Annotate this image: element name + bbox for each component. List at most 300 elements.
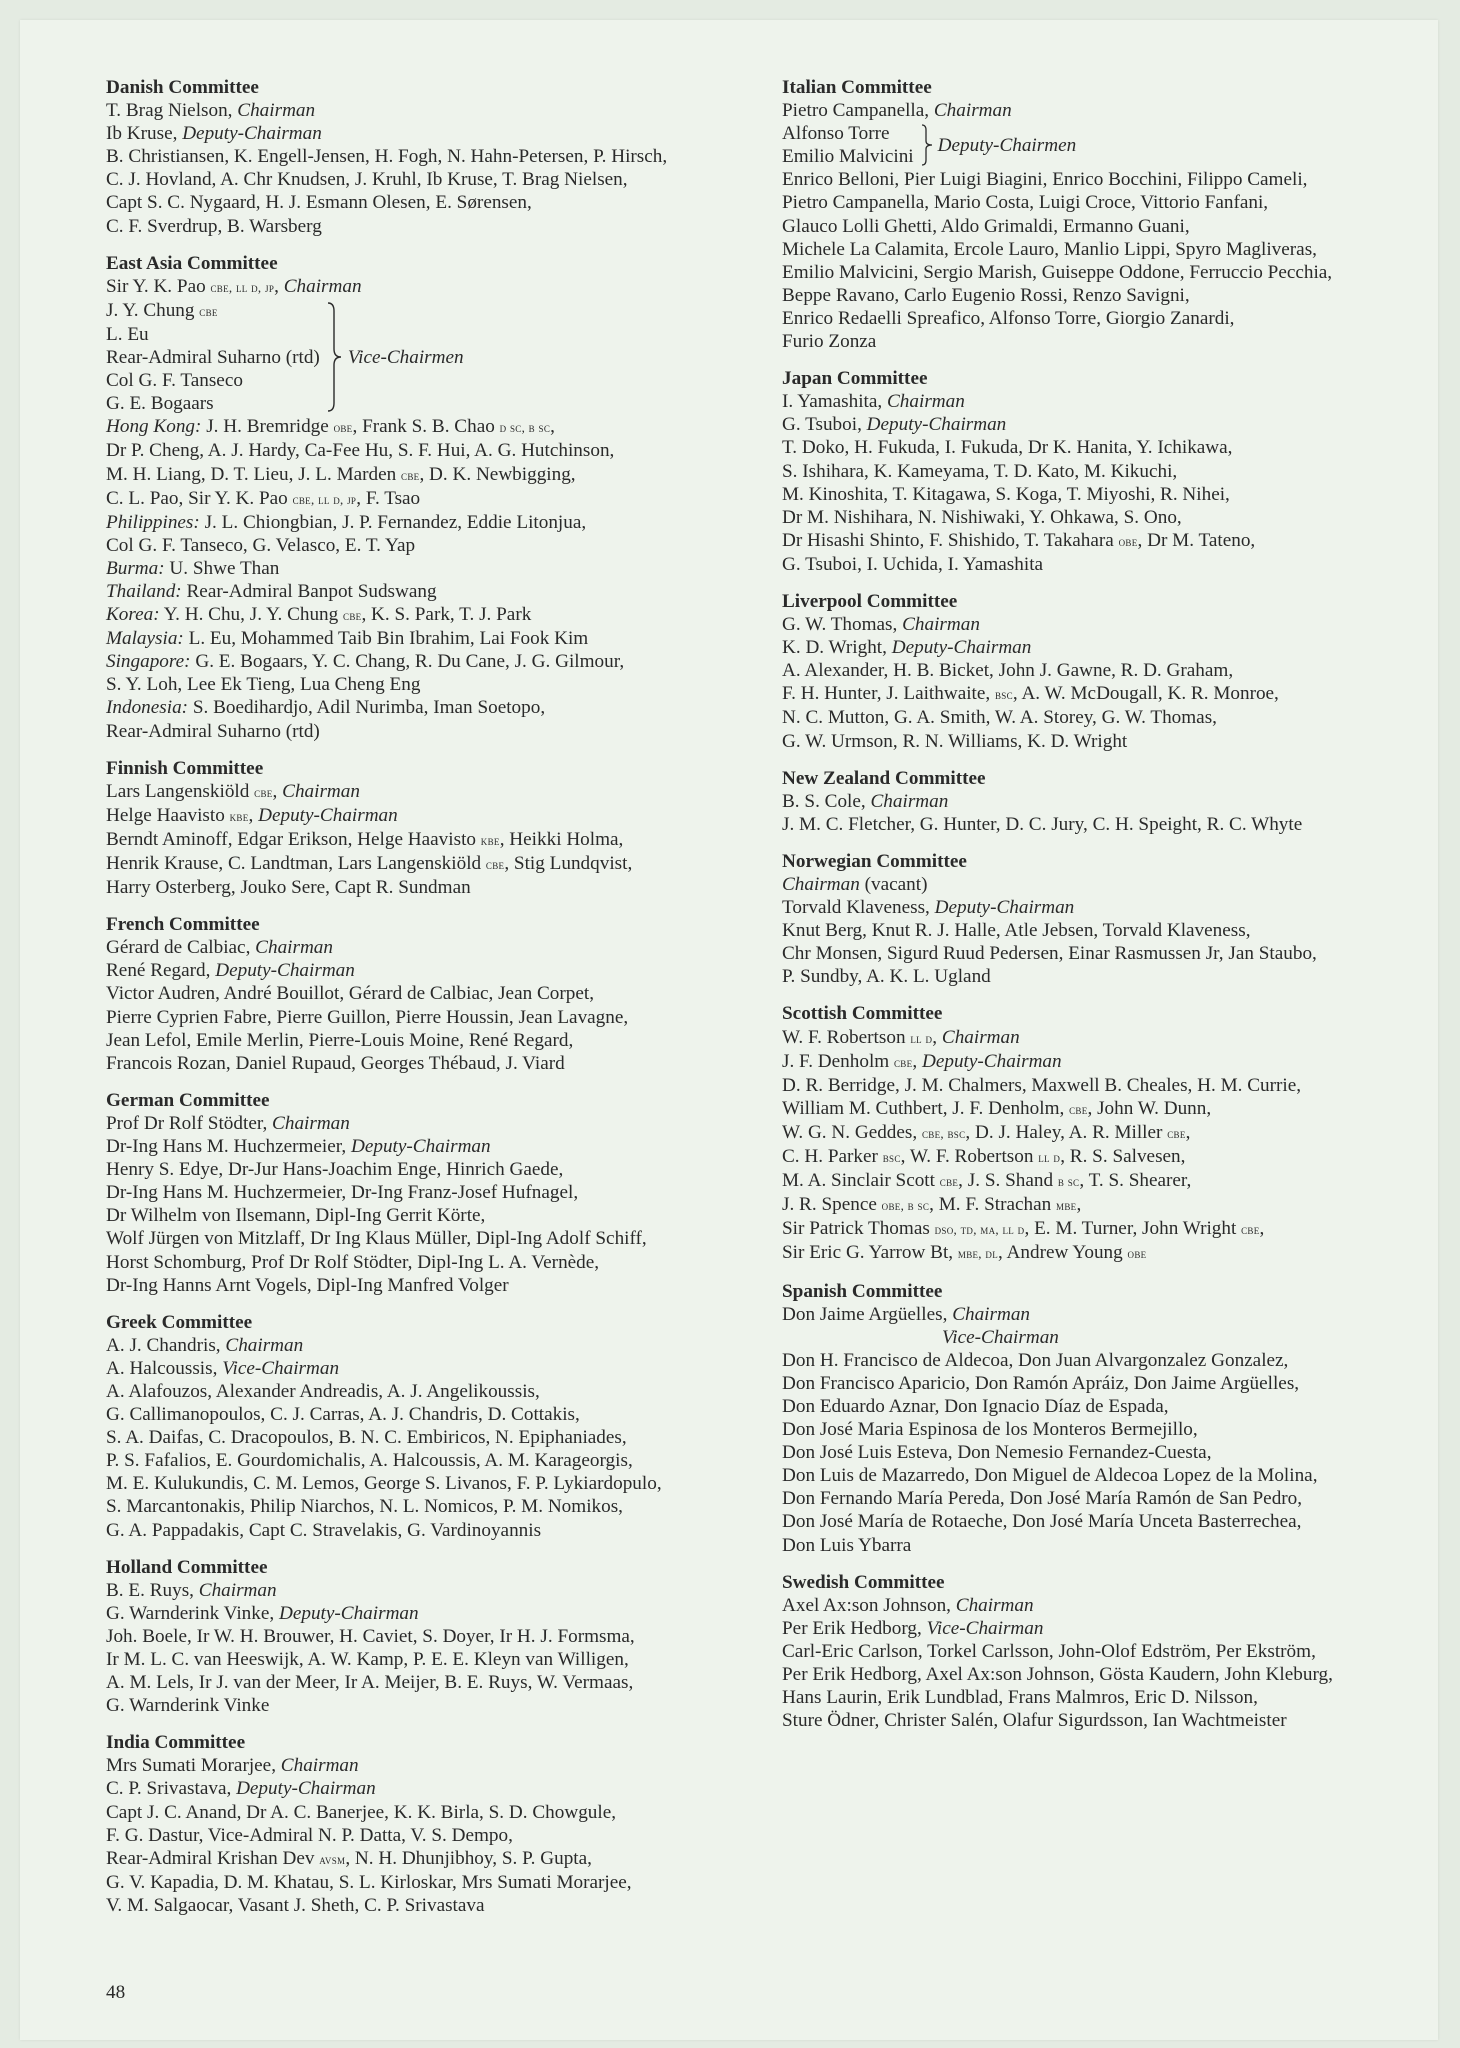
- member-line: Capt J. C. Anand, Dr A. C. Banerjee, K. K. Birla, S. D. Chowgule,: [106, 1801, 617, 1823]
- region-label: Indonesia:: [106, 697, 189, 719]
- text: , D. J. Haley, A. R. Miller: [965, 1121, 1168, 1143]
- honours: bsc: [994, 687, 1013, 703]
- section-heading: Greek Committee: [106, 1311, 253, 1333]
- member-line: Dr-Ing Hans M. Huchzermeier, Dr-Ing Franz-Josef Hufnagel,: [106, 1182, 579, 1204]
- deputy-line: J. F. Denholm cbe, Deputy-Chairman: [782, 1050, 1062, 1072]
- section-heading: Italian Committee: [782, 77, 932, 98]
- member-line: Horst Schomburg, Prof Dr Rolf Stödter, Dipl-Ing L. A. Vernède,: [106, 1251, 600, 1273]
- chairman-role: Chairman: [870, 790, 949, 812]
- deputy-chairman: Emilio Malvicini: [782, 146, 914, 168]
- member-line: Chr Monsen, Sigurd Ruud Pedersen, Einar Rasmussen Jr, Jan Staubo,: [782, 943, 1317, 965]
- honours: b sc: [1057, 1174, 1080, 1190]
- honours: cbe: [939, 1174, 959, 1190]
- chairman-line: [106, 1112, 746, 1135]
- member-line: P. S. Fafalios, E. Gourdomichalis, A. Halcoussis, A. M. Karageorgis,: [106, 1450, 633, 1472]
- text: G. E. Bogaars, Y. C. Chang, R. Du Cane, J. G. Gilmour,: [190, 651, 625, 673]
- vice-chairman: Col G. F. Tanseco: [106, 370, 243, 392]
- deputy-role: Deputy-Chairman: [891, 637, 1032, 659]
- chairman-line: [782, 790, 1422, 813]
- deputy-name: C. P. Srivastava,: [106, 1778, 237, 1800]
- section-heading: Norwegian Committee: [782, 850, 967, 872]
- text: C. L. Pao, Sir Y. K. Pao: [106, 487, 293, 509]
- member-line: Don Eduardo Aznar, Don Ignacio Díaz de Espada,: [782, 1395, 1169, 1417]
- italian-committee: [782, 76, 1422, 353]
- text: , Dr M. Tateno,: [1137, 529, 1256, 551]
- deputy-name: Helge Haavisto: [106, 804, 230, 826]
- chairman-line: [106, 1579, 746, 1602]
- member-line: Michele La Calamita, Ercole Lauro, Manlio Lippi, Spyro Magliveras,: [782, 238, 1317, 260]
- chairman-line: [782, 1594, 1422, 1617]
- honours: cbe: [1167, 1125, 1186, 1141]
- member-line: Dr Wilhelm von Ilsemann, Dipl-Ing Gerrit Körte,: [106, 1205, 486, 1227]
- chairman-role: Chairman: [941, 1026, 1020, 1048]
- member-line: T. Doko, H. Fukuda, I. Fukuda, Dr K. Hanita, Y. Ichikawa,: [782, 437, 1233, 459]
- swedish-committee: [782, 1571, 1422, 1733]
- vice-chairmen-group: [106, 299, 746, 415]
- vice-chairman: G. E. Bogaars: [106, 393, 214, 415]
- deputy-name: J. F. Denholm: [782, 1050, 894, 1072]
- honours: cbe, ll d, jp: [210, 279, 275, 295]
- text: , D. K. Newbigging,: [419, 463, 576, 485]
- member-line: Per Erik Hedborg, Axel Ax:son Johnson, Gösta Kaudern, John Kleburg,: [782, 1664, 1333, 1685]
- vice-chairman-line: [782, 1326, 1422, 1349]
- deputy-name: Ib Kruse,: [106, 123, 183, 145]
- member-line: G. Warnderink Vinke: [106, 1695, 270, 1717]
- member-line: G. A. Pappadakis, Capt C. Stravelakis, G. Vardinoyannis: [106, 1519, 542, 1541]
- deputy-role: Deputy-Chairman: [351, 1136, 491, 1158]
- member-line: [106, 1847, 746, 1871]
- danish-committee: [106, 76, 746, 238]
- member-line: Knut Berg, Knut R. J. Halle, Atle Jebsen, Torvald Klaveness,: [782, 920, 1251, 942]
- chairman-name: Mrs Sumati Morarjee,: [106, 1755, 281, 1777]
- norwegian-committee: [782, 850, 1422, 989]
- greek-committee: [106, 1311, 746, 1542]
- deputy-line: Helge Haavisto kbe, Deputy-Chairman: [106, 804, 398, 826]
- vice-chairman: Rear-Admiral Suharno (rtd): [106, 347, 320, 369]
- text: ,: [1259, 1218, 1265, 1240]
- member-line: Emilio Malvicini, Sergio Marish, Guiseppe Oddone, Ferruccio Pecchia,: [782, 261, 1333, 283]
- right-column: [782, 76, 1422, 1746]
- text: F. H. Hunter, J. Laithwaite,: [782, 683, 995, 705]
- member-line: S. Ishihara, K. Kameyama, T. D. Kato, M. Kikuchi,: [782, 460, 1178, 482]
- section-heading: Liverpool Committee: [782, 590, 958, 612]
- honours: obe: [333, 420, 353, 436]
- chairman-name: Gérard de Calbiac,: [106, 937, 256, 959]
- deputy-name: G. Warnderink Vinke,: [106, 1602, 279, 1624]
- text: U. Shwe Than: [164, 557, 280, 579]
- text: , W. F. Robertson: [900, 1146, 1039, 1168]
- member-line: G. W. Urmson, R. N. Williams, K. D. Wright: [782, 730, 1128, 752]
- deputy-role: Deputy-Chairman: [278, 1602, 419, 1624]
- honours: cbe: [401, 467, 420, 483]
- section-heading: Japan Committee: [782, 368, 928, 390]
- region-label: Hong Kong:: [106, 416, 202, 438]
- vice-chairman-name: J. Y. Chung: [106, 299, 195, 321]
- chairman-note: (vacant): [859, 874, 928, 895]
- chairman-name: I. Yamashita,: [782, 391, 887, 413]
- honours: cbe: [254, 784, 273, 800]
- member-line: Don José Luis Esteva, Don Nemesio Fernandez-Cuesta,: [782, 1442, 1212, 1464]
- vice-chairman: [106, 299, 320, 323]
- member-line: [782, 682, 1422, 706]
- member-line: J. M. C. Fletcher, G. Hunter, D. C. Jury, C. H. Speight, R. C. Whyte: [782, 813, 1303, 835]
- region-label: Korea:: [106, 604, 160, 626]
- chairman-name: G. W. Thomas,: [782, 614, 903, 636]
- region-label: Singapore:: [106, 651, 191, 673]
- chairman-name: B. E. Ruys,: [106, 1579, 199, 1601]
- text: C. H. Parker: [782, 1146, 883, 1168]
- member-line: F. G. Dastur, Vice-Admiral N. P. Datta, V. S. Dempo,: [106, 1824, 513, 1846]
- chairman-line: [106, 1334, 746, 1357]
- region-label: Malaysia:: [106, 628, 184, 650]
- honours: cbe: [1241, 1222, 1260, 1238]
- honours: d sc, b sc: [499, 420, 551, 436]
- text: , F. Tsao: [356, 487, 421, 509]
- chairman-name: B. S. Cole,: [782, 790, 871, 812]
- text: J. R. Spence: [782, 1194, 882, 1216]
- member-line: S. Marcantonakis, Philip Niarchos, N. L. Nomicos, P. M. Nomikos,: [106, 1496, 623, 1518]
- member-line: Carl-Eric Carlson, Torkel Carlsson, John-Olof Edström, Per Ekström,: [782, 1640, 1316, 1662]
- honours: obe: [1118, 533, 1138, 549]
- chairman-role: Chairman: [225, 1334, 304, 1356]
- deputy-role: Deputy-Chairman: [236, 1778, 376, 1800]
- section-heading: Danish Committee: [106, 77, 259, 98]
- member-line: Don Fernando María Pereda, Don José María Ramón de San Pedro,: [782, 1488, 1303, 1510]
- scottish-committee: [782, 1002, 1422, 1265]
- text: , Stig Lundqvist,: [504, 853, 633, 874]
- region-korea: [106, 603, 746, 627]
- chairman-line: [106, 275, 746, 299]
- honours: cbe: [485, 857, 505, 872]
- chairman-name: Prof Dr Rolf Stödter,: [106, 1112, 273, 1134]
- region-malaysia: [106, 627, 746, 650]
- chairman-name: Don Jaime Argüelles,: [782, 1303, 953, 1325]
- text: , Andrew Young: [998, 1242, 1128, 1264]
- chairman-name: W. F. Robertson: [782, 1026, 911, 1048]
- member-line: Don Luis de Mazarredo, Don Miguel de Aldecoa Lopez de la Molina,: [782, 1465, 1318, 1487]
- member-line: [782, 1169, 1422, 1193]
- deputy-role: Deputy-Chairman: [922, 1050, 1062, 1072]
- text: J. H. Bremridge: [201, 416, 334, 438]
- page-number: 48: [106, 1982, 126, 2003]
- honours: cbe: [343, 608, 362, 624]
- deputy-line: [106, 959, 746, 982]
- deputy-name: Per Erik Hedborg,: [782, 1617, 927, 1639]
- honours: kbe: [480, 832, 500, 848]
- india-committee: [106, 1731, 746, 1917]
- deputy-chairmen-group: [782, 122, 1422, 168]
- honours: obe: [1127, 1246, 1147, 1262]
- spanish-committee: [782, 1280, 1422, 1557]
- left-column: [106, 76, 746, 1931]
- member-line: Enrico Belloni, Pier Luigi Biagini, Enrico Bocchini, Filippo Cameli,: [782, 169, 1308, 191]
- member-line: P. Sundby, A. K. L. Ugland: [782, 966, 991, 988]
- section-heading: French Committee: [106, 914, 260, 936]
- member-line: Dr P. Cheng, A. J. Hardy, Ca-Fee Hu, S. F. Hui, A. G. Hutchinson,: [106, 440, 615, 462]
- text: J. L. Chiongbian, J. P. Fernandez, Eddie Litonjua,: [199, 511, 587, 533]
- text: Berndt Aminoff, Edgar Erikson, Helge Haavisto: [106, 828, 481, 850]
- honours: obe, b sc: [881, 1198, 930, 1214]
- member-line: [782, 1121, 1422, 1145]
- deputy-chairman: Alfonso Torre: [782, 123, 890, 145]
- deputy-role: Deputy-Chairman: [866, 414, 1007, 436]
- holland-committee: [106, 1556, 746, 1718]
- text: S. Boedihardjo, Adil Nurimba, Iman Soetopo,: [188, 697, 546, 719]
- member-line: S. A. Daifas, C. Dracopoulos, B. N. C. Embiricos, N. Epiphaniades,: [106, 1427, 627, 1449]
- member-line: S. Y. Loh, Lee Ek Tieng, Lua Cheng Eng: [106, 674, 421, 696]
- text: ,: [1076, 1194, 1082, 1216]
- chairman-role: Chairman: [237, 100, 316, 122]
- vice-chairman: L. Eu: [106, 323, 149, 345]
- text: L. Eu, Mohammed Taib Bin Ibrahim, Lai Fook Kim: [183, 628, 589, 650]
- chairman-line: [782, 99, 1422, 122]
- member-line: G. V. Kapadia, D. M. Khatau, S. L. Kirloskar, Mrs Sumati Morarjee,: [106, 1871, 632, 1893]
- region-label: Philippines:: [106, 511, 200, 533]
- chairman-line: [782, 613, 1422, 636]
- text: , Frank S. B. Chao: [352, 416, 500, 438]
- deputy-line: [106, 1135, 746, 1158]
- member-line: [106, 487, 746, 511]
- member-line: Hans Laurin, Erik Lundblad, Frans Malmros, Eric D. Nilsson,: [782, 1687, 1258, 1709]
- deputy-line: [106, 1357, 746, 1380]
- member-line: Beppe Ravano, Carlo Eugenio Rossi, Renzo Savigni,: [782, 284, 1190, 306]
- deputy-name: Torvald Klaveness,: [782, 897, 935, 919]
- chairman-name: Axel Ax:son Johnson,: [782, 1594, 956, 1616]
- right-brace-icon: [920, 123, 934, 167]
- right-brace-icon: [326, 301, 344, 413]
- chairman-line: W. F. Robertson ll d, Chairman: [782, 1026, 1020, 1048]
- chairman-role: Chairman: [255, 937, 333, 959]
- text: Sir Patrick Thomas: [782, 1218, 935, 1240]
- honours: mbe, dl: [957, 1246, 998, 1262]
- text: , A. W. McDougall, K. R. Monroe,: [1012, 683, 1279, 705]
- region-label: Thailand:: [106, 580, 182, 602]
- text: , R. S. Salvesen,: [1060, 1146, 1186, 1168]
- finnish-committee: [106, 757, 746, 900]
- honours: dso, td, ma, ll d: [934, 1222, 1025, 1238]
- text: , J. S. Shand: [958, 1170, 1058, 1192]
- member-line: [782, 529, 1422, 553]
- text: Dr Hisashi Shinto, F. Shishido, T. Takahara: [782, 529, 1119, 551]
- deputy-line: [782, 636, 1422, 659]
- french-committee: [106, 913, 746, 1075]
- text: ,: [1185, 1121, 1191, 1143]
- text: Henrik Krause, C. Landtman, Lars Langenskiöld: [106, 853, 486, 874]
- deputy-line: [106, 122, 746, 145]
- chairman-role: Chairman: [280, 1755, 359, 1777]
- member-line: A. M. Lels, Ir J. van der Meer, Ir A. Meijer, B. E. Ruys, W. Vermaas,: [106, 1672, 634, 1694]
- text: Sir Eric G. Yarrow Bt,: [782, 1242, 958, 1264]
- member-line: [782, 1145, 1422, 1169]
- text: ,: [550, 416, 555, 438]
- vice-chairman-role: Vice-Chairman: [942, 1326, 1059, 1348]
- chairman-role: Chairman: [952, 1303, 1031, 1325]
- region-indonesia: [106, 696, 746, 719]
- honours: cbe, ll d, jp: [292, 491, 357, 507]
- new-zealand-committee: [782, 767, 1422, 836]
- chairman-line: [782, 390, 1422, 413]
- text: Rear-Admiral Banpot Sudswang: [181, 580, 437, 602]
- member-line: G. Callimanopoulos, C. J. Carras, A. J. Chandris, D. Cottakis,: [106, 1404, 580, 1426]
- member-line: Sture Ödner, Christer Salén, Olafur Sigurdsson, Ian Wachtmeister: [782, 1710, 1287, 1732]
- honours: bsc: [882, 1150, 901, 1166]
- member-line: A. Alexander, H. B. Bicket, John J. Gawne, R. D. Graham,: [782, 660, 1234, 682]
- text: , John W. Dunn,: [1087, 1097, 1212, 1119]
- chairman-name: Pietro Campanella,: [782, 100, 934, 122]
- honours: cbe: [199, 303, 218, 319]
- deputy-line: [106, 1602, 746, 1625]
- region-singapore: [106, 650, 746, 673]
- chairman-role: Chairman: [272, 1112, 350, 1134]
- region-label: Burma:: [106, 557, 165, 579]
- section-heading: Spanish Committee: [782, 1280, 943, 1302]
- member-line: [782, 1193, 1422, 1217]
- deputy-role: Deputy-Chairman: [258, 804, 398, 826]
- section-heading: India Committee: [106, 1732, 246, 1754]
- region-thailand: [106, 580, 746, 603]
- chairman-name: Sir Y. K. Pao: [106, 275, 211, 297]
- region-philippines: [106, 511, 746, 534]
- member-line: Victor Audren, André Bouillot, Gérard de Calbiac, Jean Corpet,: [106, 983, 594, 1005]
- section-heading: Finnish Committee: [106, 757, 264, 779]
- deputy-name: Dr-Ing Hans M. Huchzermeier,: [106, 1136, 351, 1158]
- member-line: [782, 1217, 1422, 1241]
- member-line: Don Luis Ybarra: [782, 1534, 912, 1556]
- member-line: Col G. F. Tanseco, G. Velasco, E. T. Yap: [106, 534, 416, 556]
- deputy-line: [106, 1777, 746, 1800]
- section-heading: German Committee: [106, 1089, 270, 1111]
- deputy-name: René Regard,: [106, 960, 216, 982]
- section-heading: Swedish Committee: [782, 1571, 945, 1593]
- deputy-role: Vice-Chairman: [926, 1617, 1044, 1639]
- text: Y. H. Chu, J. Y. Chung: [159, 604, 344, 626]
- deputy-name: K. D. Wright,: [782, 637, 892, 659]
- chairman-line: Lars Langenskiöld cbe, Chairman: [106, 780, 360, 802]
- member-line: [106, 852, 746, 876]
- deputy-name: G. Tsuboi,: [782, 414, 867, 436]
- chairman-role: Chairman: [782, 874, 860, 895]
- member-line: C. J. Hovland, A. Chr Knudsen, J. Kruhl, Ib Kruse, T. Brag Nielsen,: [106, 169, 628, 191]
- honours: cbe, bsc: [921, 1125, 966, 1141]
- member-line: Rear-Admiral Suharno (rtd): [106, 720, 320, 742]
- deputy-role: Deputy-Chairman: [215, 960, 355, 982]
- text: , E. M. Turner, John Wright: [1024, 1218, 1242, 1240]
- member-line: M. Kinoshita, T. Kitagawa, S. Koga, T. Miyoshi, R. Nihei,: [782, 483, 1230, 505]
- deputy-line: [782, 413, 1422, 436]
- deputy-role: Vice-Chairman: [222, 1357, 340, 1379]
- chairman-role: Chairman: [198, 1579, 277, 1601]
- deputy-line: [782, 1617, 1422, 1640]
- chairman-role: Chairman: [902, 614, 980, 636]
- region-hong-kong: [106, 415, 746, 439]
- vice-chairmen-names: [106, 299, 320, 415]
- member-line: Jean Lefol, Emile Merlin, Pierre-Louis Moine, René Regard,: [106, 1029, 574, 1051]
- member-line: [106, 828, 746, 852]
- member-line: Joh. Boele, Ir W. H. Brouwer, H. Caviet, S. Doyer, Ir H. J. Formsma,: [106, 1625, 635, 1647]
- chairman-role: Chairman: [887, 391, 965, 413]
- deputy-name: A. Halcoussis,: [106, 1357, 223, 1379]
- text: , N. H. Dhunjibhoy, S. P. Gupta,: [345, 1847, 592, 1869]
- member-line: N. C. Mutton, G. A. Smith, W. A. Storey, G. W. Thomas,: [782, 707, 1217, 729]
- member-line: C. F. Sverdrup, B. Warsberg: [106, 215, 322, 237]
- honours: kbe: [229, 808, 249, 824]
- chairman-line: [106, 99, 746, 122]
- honours: ll d: [910, 1030, 933, 1046]
- member-line: [782, 1097, 1422, 1121]
- chairman-role: Chairman: [283, 275, 362, 297]
- member-line: B. Christiansen, K. Engell-Jensen, H. Fogh, N. Hahn-Petersen, P. Hirsch,: [106, 146, 668, 168]
- member-line: M. E. Kulukundis, C. M. Lemos, George S. Livanos, F. P. Lykiardopulo,: [106, 1473, 662, 1495]
- text: W. G. N. Geddes,: [782, 1121, 922, 1143]
- member-line: Wolf Jürgen von Mitzlaff, Dr Ing Klaus Müller, Dipl-Ing Adolf Schiff,: [106, 1228, 647, 1250]
- japan-committee: [782, 367, 1422, 576]
- member-line: Harry Osterberg, Jouko Sere, Capt R. Sundman: [106, 877, 471, 899]
- member-line: Don Francisco Aparicio, Don Ramón Apráiz, Don Jaime Argüelles,: [782, 1372, 1300, 1394]
- member-line: Don H. Francisco de Aldecoa, Don Juan Alvargonzalez Gonzalez,: [782, 1349, 1289, 1371]
- member-line: Don José María de Rotaeche, Don José María Unceta Basterrechea,: [782, 1511, 1302, 1533]
- deputy-chairmen-role: Deputy-Chairmen: [937, 134, 1077, 156]
- liverpool-committee: [782, 590, 1422, 753]
- member-line: V. M. Salgaocar, Vasant J. Sheth, C. P. Srivastava: [106, 1894, 485, 1916]
- deputy-chairmen-names: [782, 122, 914, 168]
- member-line: Francois Rozan, Daniel Rupaud, Georges Thébaud, J. Viard: [106, 1052, 565, 1074]
- text: M. H. Liang, D. T. Lieu, J. L. Marden: [106, 463, 402, 485]
- deputy-role: Deputy-Chairman: [934, 897, 1075, 919]
- member-line: Pietro Campanella, Mario Costa, Luigi Croce, Vittorio Fanfani,: [782, 192, 1269, 214]
- chairman-line: [106, 1754, 746, 1777]
- region-burma: [106, 557, 746, 580]
- vice-chairmen-role: Vice-Chairmen: [347, 346, 464, 368]
- text: , T. S. Shearer,: [1079, 1170, 1192, 1192]
- document-page: [20, 20, 1438, 2040]
- member-line: Enrico Redaelli Spreafico, Alfonso Torre, Giorgio Zanardi,: [782, 307, 1235, 329]
- text: , Heikki Holma,: [499, 828, 624, 850]
- text: M. A. Sinclair Scott: [782, 1170, 940, 1192]
- member-line: Dr-Ing Hanns Arnt Vogels, Dipl-Ing Manfred Volger: [106, 1274, 509, 1296]
- chairman-line: [782, 873, 1422, 896]
- chairman-line: [106, 936, 746, 959]
- honours: cbe: [1069, 1101, 1088, 1117]
- member-line: [106, 463, 746, 487]
- member-line: Capt S. C. Nygaard, H. J. Esmann Olesen, E. Sørensen,: [106, 192, 532, 214]
- member-line: G. Tsuboi, I. Uchida, I. Yamashita: [782, 553, 1044, 575]
- text: William M. Cuthbert, J. F. Denholm,: [782, 1097, 1070, 1119]
- member-line: Ir M. L. C. van Heeswijk, A. W. Kamp, P. E. E. Kleyn van Willigen,: [106, 1649, 629, 1670]
- member-line: Henry S. Edye, Dr-Jur Hans-Joachim Enge, Hinrich Gaede,: [106, 1159, 564, 1181]
- text: Rear-Admiral Krishan Dev: [106, 1847, 320, 1869]
- member-line: Pierre Cyprien Fabre, Pierre Guillon, Pierre Houssin, Jean Lavagne,: [106, 1006, 629, 1028]
- honours: avsm: [319, 1851, 346, 1867]
- member-line: Glauco Lolli Ghetti, Aldo Grimaldi, Ermanno Guani,: [782, 215, 1190, 237]
- chairman-name: Lars Langenskiöld: [106, 780, 255, 802]
- chairman-line: [782, 1303, 1422, 1326]
- section-heading: Scottish Committee: [782, 1003, 943, 1025]
- deputy-line: [782, 896, 1422, 919]
- chairman-role: Chairman: [933, 100, 1012, 122]
- section-heading: New Zealand Committee: [782, 767, 986, 789]
- chairman-role: Chairman: [282, 780, 360, 802]
- chairman-name: A. J. Chandris,: [106, 1334, 226, 1356]
- chairman-role: Chairman: [955, 1594, 1034, 1616]
- section-heading: East Asia Committee: [106, 252, 278, 274]
- member-line: Furio Zonza: [782, 331, 877, 353]
- member-line: [782, 1241, 1422, 1265]
- east-asia-committee: [106, 252, 746, 743]
- deputy-role: Deputy-Chairman: [182, 123, 322, 145]
- text: , M. F. Strachan: [929, 1194, 1057, 1216]
- separator: ,: [274, 275, 284, 297]
- member-line: A. Alafouzos, Alexander Andreadis, A. J. Angelikoussis,: [106, 1380, 540, 1402]
